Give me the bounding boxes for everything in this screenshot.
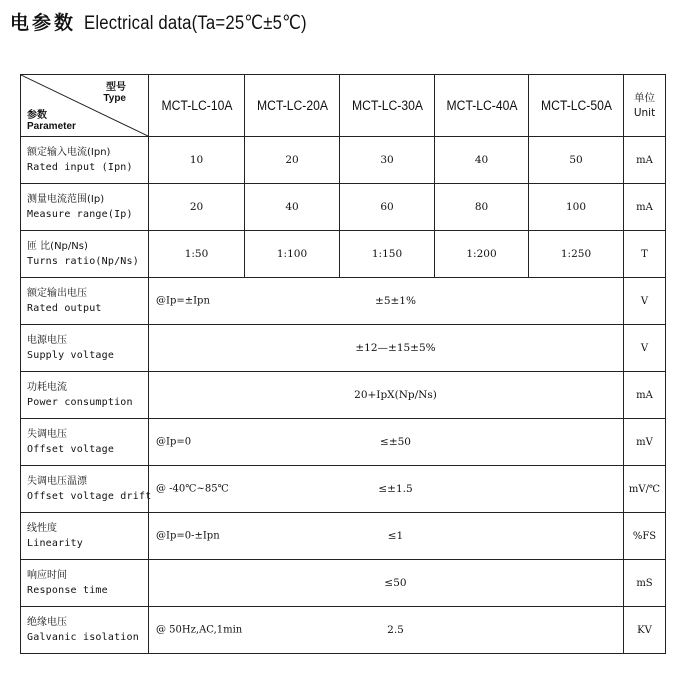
table-row	[21, 137, 666, 184]
merged-value-cell	[149, 607, 624, 654]
title-english: Electrical data(Ta=25℃±5℃)	[84, 13, 307, 34]
param-name-cn: 匝 比(Np/Ns)	[27, 241, 88, 252]
table-row	[21, 184, 666, 231]
param-name-cn: 额定输出电压	[27, 288, 87, 299]
table-row	[21, 372, 666, 419]
model-header-50a: MCT-LC-50A	[533, 75, 619, 137]
param-name-en: Rated input (Ipn)	[27, 162, 133, 173]
param-name-en: Power consumption	[27, 397, 133, 408]
model-header-30a: MCT-LC-30A	[344, 75, 430, 137]
electrical-data-table	[20, 74, 666, 654]
unit-cell: mS	[624, 560, 666, 607]
test-condition: @Ip=0	[156, 436, 192, 448]
spec-value: 20+IpX(Np/Ns)	[354, 389, 437, 401]
value-cell: 80	[435, 184, 529, 231]
merged-value-cell	[149, 372, 624, 419]
merged-value-cell	[149, 278, 624, 325]
table-row	[21, 278, 666, 325]
parameter-label-en: Parameter	[27, 121, 76, 132]
unit-cell: mA	[624, 137, 666, 184]
param-name-en: Response time	[27, 585, 108, 596]
table-row	[21, 231, 666, 278]
param-name-en: Measure range(Ip)	[27, 209, 133, 220]
value-cell: 30	[340, 137, 435, 184]
param-name-en: Linearity	[27, 538, 83, 549]
spec-value: ≤50	[384, 577, 407, 589]
spec-value: ≤1	[387, 530, 404, 542]
merged-value-cell	[149, 419, 624, 466]
param-name-cn: 响应时间	[27, 570, 67, 581]
test-condition: @Ip=±Ipn	[156, 295, 210, 307]
table-row	[21, 607, 666, 654]
table-row	[21, 325, 666, 372]
unit-header-cn: 单位	[634, 91, 655, 104]
section-title	[10, 8, 337, 35]
value-cell: 20	[149, 184, 245, 231]
test-condition: @Ip=0-±Ipn	[156, 530, 220, 542]
param-name-en: Offset voltage	[27, 444, 115, 455]
unit-cell: mV/℃	[624, 466, 666, 513]
table-row	[21, 513, 666, 560]
value-cell: 40	[245, 184, 340, 231]
test-condition: @ 50Hz,AC,1min	[156, 624, 243, 636]
value-cell: 1:150	[340, 231, 435, 278]
unit-cell: V	[624, 278, 666, 325]
param-cell	[21, 184, 149, 231]
param-name-en: Supply voltage	[27, 350, 115, 361]
merged-value-cell	[149, 325, 624, 372]
spec-value: ±5±1%	[375, 295, 416, 307]
parameter-label-cn: 参数	[27, 110, 47, 121]
unit-cell: KV	[624, 607, 666, 654]
value-cell: 1:200	[435, 231, 529, 278]
value-cell: 1:250	[529, 231, 624, 278]
param-name-cn: 失调电压温漂	[27, 476, 87, 487]
merged-value-cell	[149, 513, 624, 560]
spec-value: 2.5	[387, 624, 404, 636]
param-name-en: Turns ratio(Np/Ns)	[27, 256, 139, 267]
param-cell	[21, 607, 149, 654]
unit-cell: mA	[624, 372, 666, 419]
value-cell: 60	[340, 184, 435, 231]
param-name-en: Rated output	[27, 303, 102, 314]
type-label-en: Type	[103, 93, 126, 104]
spec-value: ≤±50	[380, 436, 411, 448]
model-header-40a: MCT-LC-40A	[439, 75, 524, 137]
value-cell: 1:50	[149, 231, 245, 278]
param-name-cn: 额定输入电流(Ipn)	[27, 147, 111, 158]
unit-cell: mV	[624, 419, 666, 466]
value-cell: 1:100	[245, 231, 340, 278]
param-cell	[21, 419, 149, 466]
type-label-cn: 型号	[106, 82, 126, 93]
unit-header-en: Unit	[633, 106, 656, 119]
table-row	[21, 419, 666, 466]
value-cell: 10	[149, 137, 245, 184]
param-cell	[21, 372, 149, 419]
unit-cell: %FS	[624, 513, 666, 560]
param-name-cn: 功耗电流	[27, 382, 67, 393]
param-cell	[21, 513, 149, 560]
header-corner-cell	[21, 75, 149, 137]
test-condition: @ -40℃~85℃	[156, 483, 229, 495]
param-name-cn: 失调电压	[27, 429, 67, 440]
header-row	[21, 75, 666, 137]
spec-value: ±12—±15±5%	[355, 342, 436, 354]
param-cell	[21, 137, 149, 184]
table-row	[21, 466, 666, 513]
param-name-cn: 测量电流范围(Ip)	[27, 194, 105, 205]
param-cell	[21, 231, 149, 278]
param-cell	[21, 325, 149, 372]
param-cell	[21, 466, 152, 513]
title-chinese: 电参数	[10, 13, 77, 34]
value-cell: 40	[435, 137, 529, 184]
param-name-en: Offset voltage drift	[27, 491, 152, 502]
table-row	[21, 560, 666, 607]
value-cell: 50	[529, 137, 624, 184]
param-name-cn: 电源电压	[27, 335, 67, 346]
model-header-20a: MCT-LC-20A	[249, 75, 335, 137]
param-name-cn: 绝缘电压	[27, 617, 67, 628]
param-name-en: Galvanic isolation	[27, 632, 139, 643]
unit-header	[624, 75, 666, 137]
merged-value-cell	[149, 466, 624, 513]
merged-value-cell	[149, 560, 624, 607]
unit-cell: V	[624, 325, 666, 372]
param-cell	[21, 560, 149, 607]
param-name-cn: 线性度	[27, 523, 57, 534]
unit-cell: T	[624, 231, 666, 278]
model-header-10a: MCT-LC-10A	[153, 75, 239, 137]
unit-cell: mA	[624, 184, 666, 231]
value-cell: 20	[245, 137, 340, 184]
spec-value: ≤±1.5	[378, 483, 413, 495]
value-cell: 100	[529, 184, 624, 231]
param-cell	[21, 278, 149, 325]
